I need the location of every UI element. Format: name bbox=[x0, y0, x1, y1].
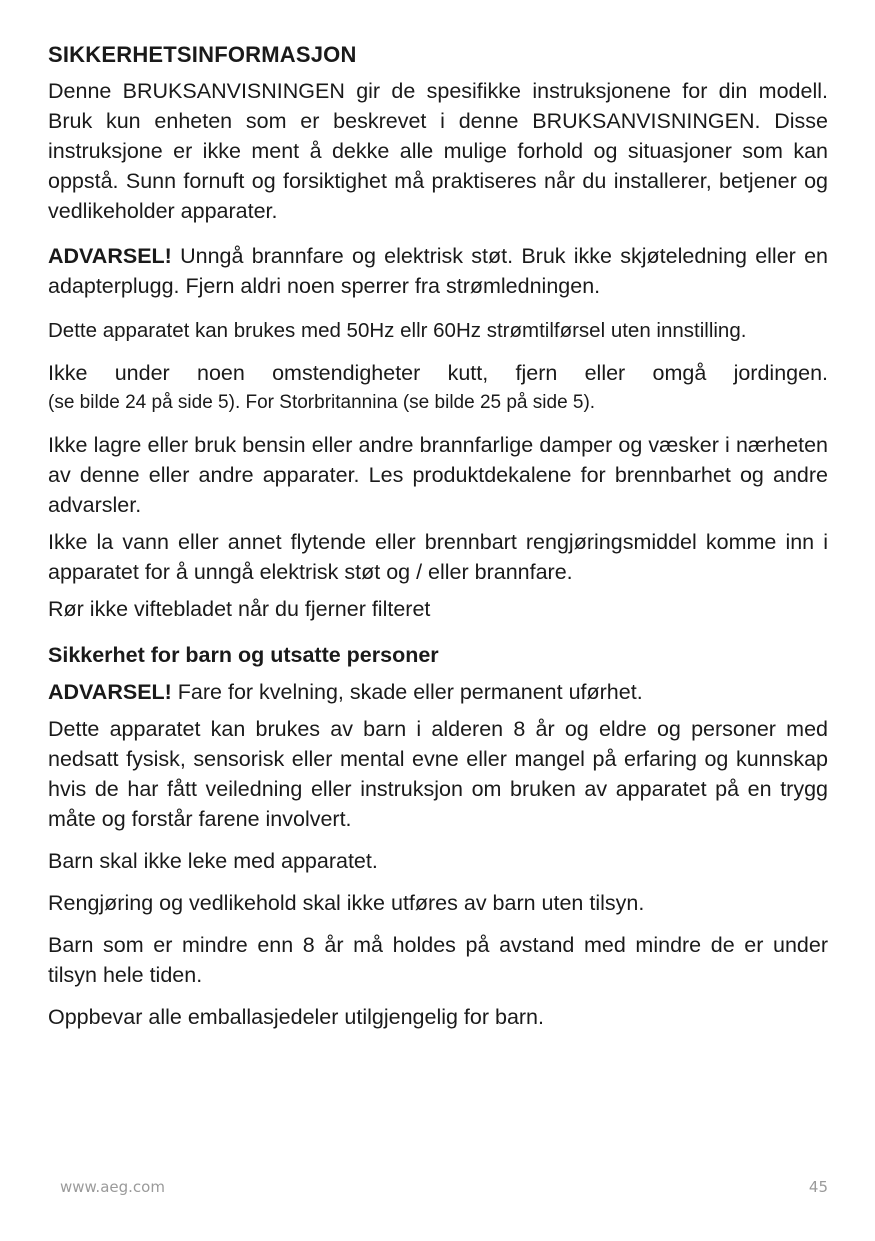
warning-text: Fare for kvelning, skade eller permanent uførhet. bbox=[171, 680, 643, 704]
warning-label: ADVARSEL! bbox=[48, 244, 172, 268]
warning-paragraph-fire bbox=[48, 241, 828, 301]
flammable-paragraph: Ikke lagre eller bruk bensin eller andre brannfarlige damper og væsker i nærheten av denne eller andre apparater. Les produktdekalene for brennbarhet og andre advarsler. bbox=[48, 433, 828, 517]
cleaning-paragraph: Rengjøring og vedlikehold skal ikke utføres av barn uten tilsyn. bbox=[48, 891, 645, 915]
under8-paragraph: Barn som er mindre enn 8 år må holdes på avstand med mindre de er under tilsyn hele tiden. bbox=[48, 933, 828, 987]
liquids-paragraph: Ikke la vann eller annet flytende eller brennbart rengjøringsmiddel komme inn i apparatet for å unngå elektrisk støt og / eller brannfare. bbox=[48, 530, 828, 584]
intro-paragraph: Denne BRUKSANVISNINGEN gir de spesifikke instruksjonene for din modell. Bruk kun enheten som er beskrevet i denne BRUKSANVISNINGEN. Disse instruksjone er ikke ment å dekke alle mulige forhold og situasjoner som kan oppstå. Sunn fornuft og forsiktighet må praktiseres når du installerer, betjener og vedlikeholder apparater. bbox=[48, 79, 828, 223]
warning-text: Unngå brannfare og elektrisk støt. Bruk ikke skjøteledning eller en adapterplugg. Fjern aldri noen sperrer fra strømledningen. bbox=[48, 244, 828, 298]
packaging-paragraph: Oppbevar alle emballasjedeler utilgjengelig for barn. bbox=[48, 1005, 544, 1029]
children-heading: Sikkerhet for barn og utsatte personer bbox=[48, 643, 439, 667]
footer-url: www.aeg.com bbox=[60, 1178, 165, 1196]
page-footer bbox=[60, 1178, 828, 1196]
no-play-paragraph: Barn skal ikke leke med apparatet. bbox=[48, 849, 378, 873]
page-content bbox=[48, 40, 828, 1032]
fan-paragraph: Rør ikke viftebladet når du fjerner filteret bbox=[48, 597, 431, 621]
grounding-line-2: (se bilde 24 på side 5). For Storbritannina (se bilde 25 på side 5). bbox=[48, 392, 596, 413]
warning-label: ADVARSEL! bbox=[48, 680, 172, 704]
page-number: 45 bbox=[808, 1178, 828, 1196]
power-note: Dette apparatet kan brukes med 50Hz ellr 60Hz strømtilførsel uten innstilling. bbox=[48, 319, 747, 342]
warning-paragraph-children bbox=[48, 677, 828, 707]
grounding-line-1: Ikke under noen omstendigheter kutt, fjern eller omgå jordingen. bbox=[48, 361, 828, 385]
section-title: SIKKERHETSINFORMASJON bbox=[48, 42, 357, 67]
children-paragraph: Dette apparatet kan brukes av barn i alderen 8 år og eldre og personer med nedsatt fysisk, sensorisk eller mental evne eller mangel på erfaring og kunnskap hvis de har fått veiledning eller instruksjon om bruken av apparatet på en trygg måte og forstår farene involvert. bbox=[48, 717, 828, 831]
